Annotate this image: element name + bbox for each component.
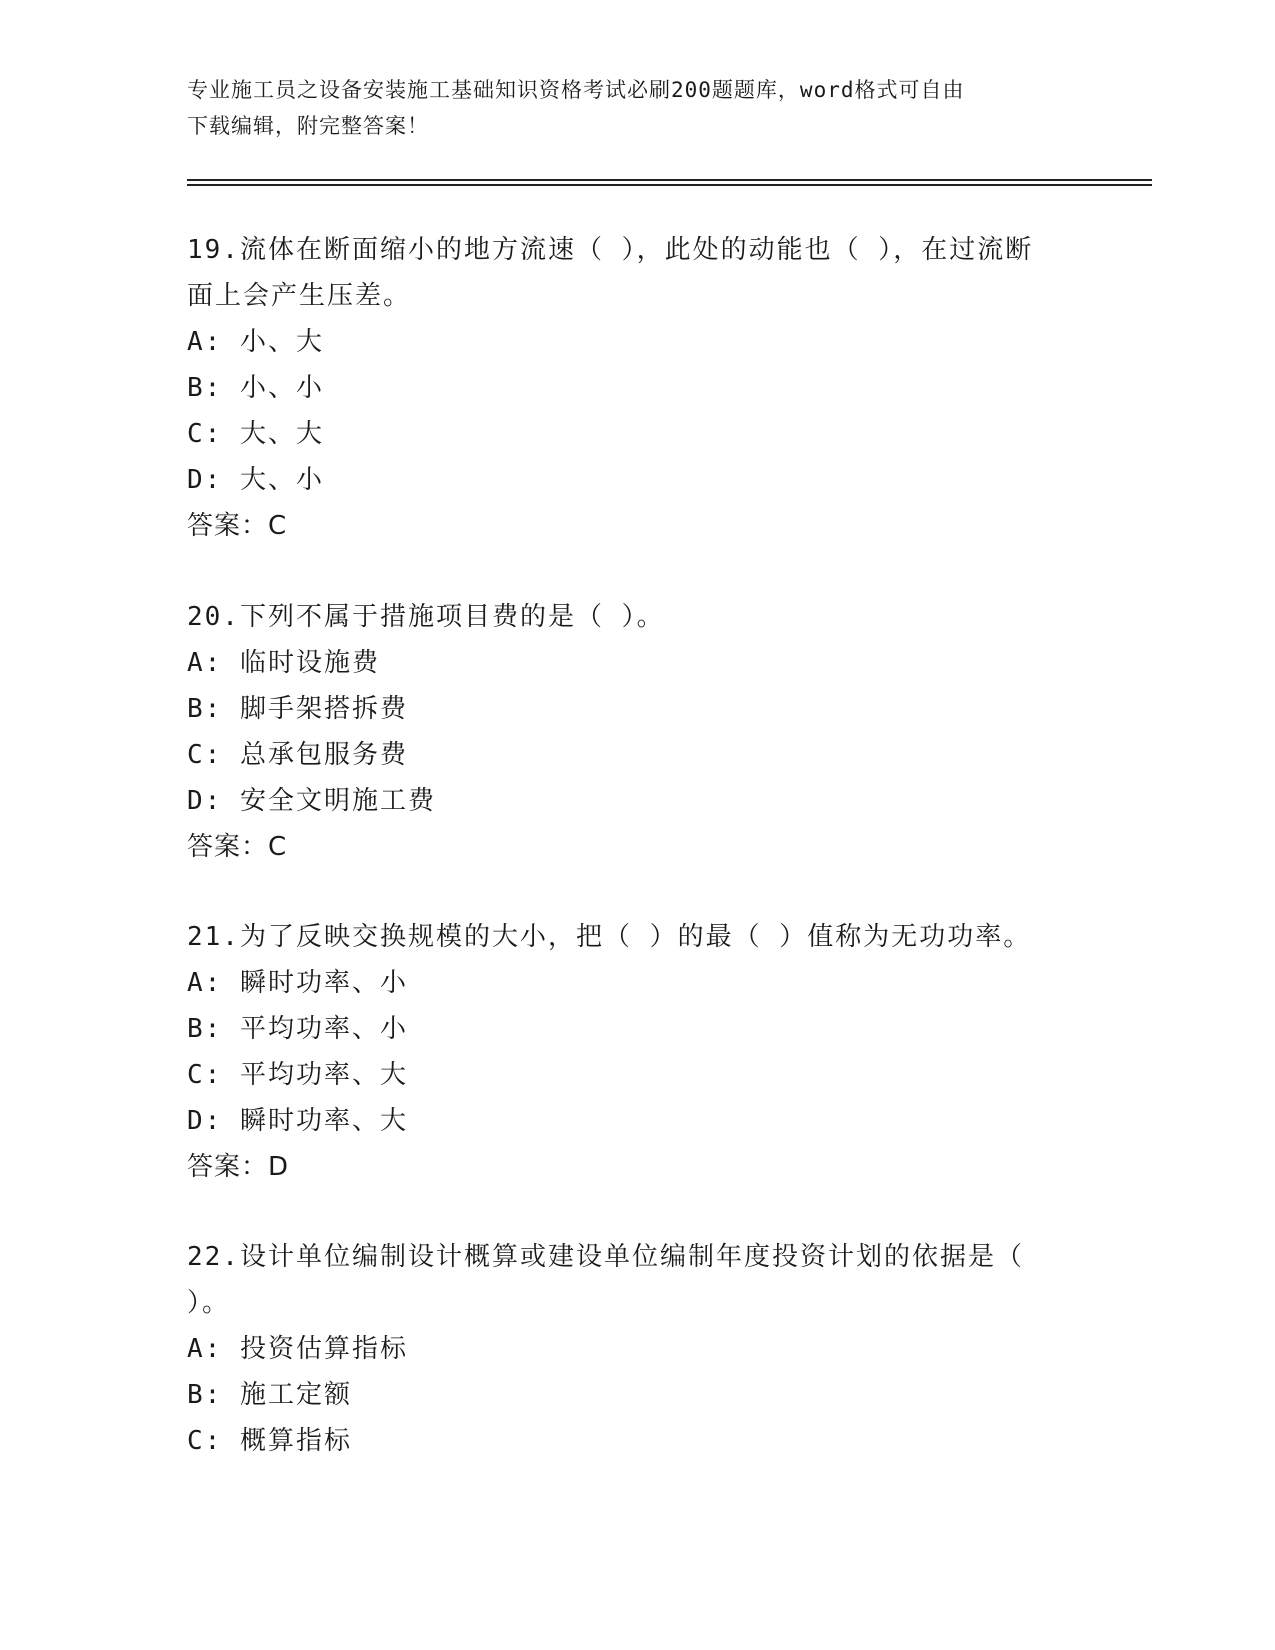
option-a: A: 瞬时功率、小 — [187, 968, 408, 998]
option-a: A: 投资估算指标 — [187, 1334, 408, 1364]
option-c: C: 平均功率、大 — [187, 1060, 408, 1090]
question-stem-line-1: 19.流体在断面缩小的地方流速（ ），此处的动能也（ ），在过流断 — [187, 235, 1034, 265]
question-stem-line-2: 面上会产生压差。 — [187, 281, 412, 311]
question-stem-line-1: 20.下列不属于措施项目费的是（ ）。 — [187, 602, 665, 632]
header-line-2: 下载编辑，附完整答案！ — [187, 114, 429, 138]
header-divider-bottom — [187, 184, 1152, 186]
question-20 — [187, 594, 1087, 870]
question-stem-line-1: 22.设计单位编制设计概算或建设单位编制年度投资计划的依据是（ — [187, 1242, 1024, 1272]
option-b: B: 平均功率、小 — [187, 1014, 408, 1044]
option-d: D: 安全文明施工费 — [187, 786, 436, 816]
question-22 — [187, 1234, 1087, 1464]
option-b: B: 小、小 — [187, 373, 324, 403]
answer: 答案：C — [187, 832, 288, 862]
question-21 — [187, 914, 1087, 1190]
option-b: B: 施工定额 — [187, 1380, 352, 1410]
question-stem-line-1: 21.为了反映交换规模的大小，把（ ）的最（ ）值称为无功功率。 — [187, 922, 1032, 952]
option-b: B: 脚手架搭拆费 — [187, 694, 408, 724]
option-d: D: 大、小 — [187, 465, 324, 495]
header-divider-top — [187, 179, 1152, 181]
option-a: A: 临时设施费 — [187, 648, 380, 678]
header-line-1: 专业施工员之设备安装施工基础知识资格考试必刷200题题库，word格式可自由 — [187, 78, 965, 102]
option-d: D: 瞬时功率、大 — [187, 1106, 408, 1136]
option-c: C: 大、大 — [187, 419, 324, 449]
question-stem-line-2: ）。 — [187, 1288, 231, 1318]
question-19 — [187, 227, 1087, 549]
answer: 答案：D — [187, 1152, 290, 1182]
document-header — [187, 72, 1087, 144]
option-c: C: 概算指标 — [187, 1426, 352, 1456]
answer: 答案：C — [187, 511, 288, 541]
option-a: A: 小、大 — [187, 327, 324, 357]
option-c: C: 总承包服务费 — [187, 740, 408, 770]
